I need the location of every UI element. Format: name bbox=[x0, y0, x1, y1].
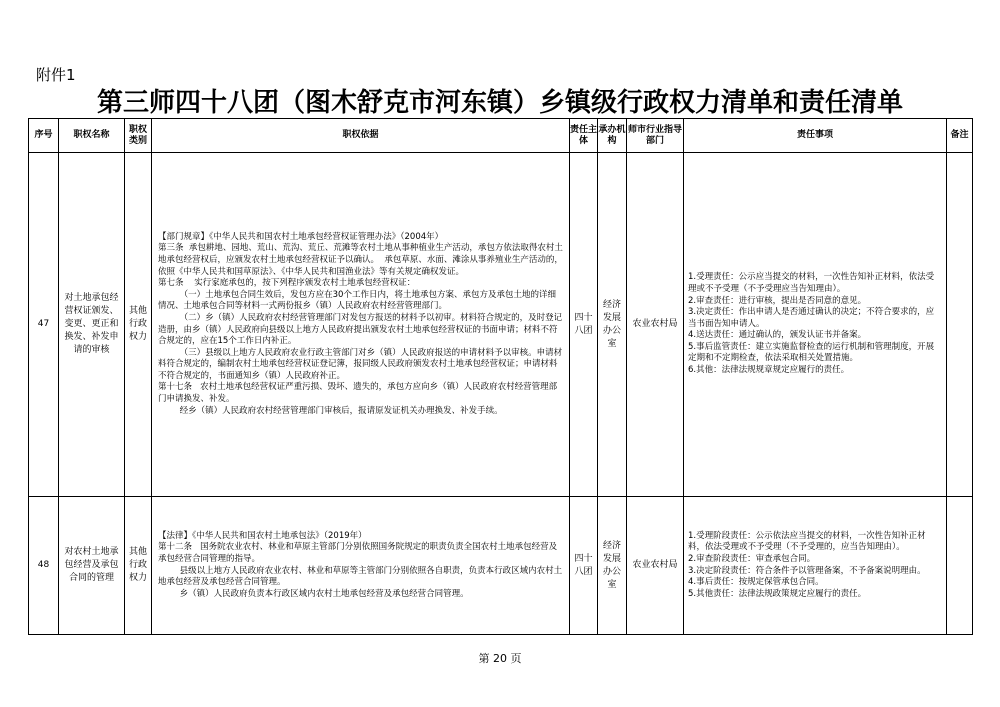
header-basis: 职权依据 bbox=[152, 119, 570, 153]
row-basis bbox=[152, 153, 570, 497]
row-guide-dept: 农业农村局 bbox=[627, 153, 684, 497]
basis-line: 【部门规章】《中华人民共和国农村土地承包经营权证管理办法》（2004年） bbox=[158, 231, 444, 242]
basis-line: 乡（镇）人民政府负责本行政区域内农村土地承包经营及承包经营合同管理。 bbox=[158, 588, 469, 599]
row-power-name: 对土地承包经营权证颁发、变更、更正和换发、补发申请的审核 bbox=[59, 153, 125, 497]
header-seq: 序号 bbox=[29, 119, 59, 153]
resp-line: 1.受理责任：公示应当提交的材料，一次性告知补正材料，依法受理或不予受理（不予受理应当告知理由）。 bbox=[688, 272, 935, 294]
header-resp: 责任事项 bbox=[684, 119, 947, 153]
row-seq: 48 bbox=[29, 497, 59, 635]
row-org: 经济发展办公室 bbox=[598, 497, 627, 635]
header-power-type: 职权类别 bbox=[125, 119, 152, 153]
header-remark: 备注 bbox=[947, 119, 973, 153]
power-responsibility-table bbox=[28, 118, 973, 635]
basis-line: 第七条 实行家庭承包的，按下列程序颁发农村土地承包经营权证： bbox=[158, 278, 416, 289]
basis-line: 县级以上地方人民政府农业农村、林业和草原等主管部门分别依照各自职责，负责本行政区域内农村土地承包经营及承包经营合同管理。 bbox=[158, 565, 563, 588]
basis-line: （三）县级以上地方人民政府农业行政主管部门对乡（镇）人民政府报送的申请材料予以审核。申请材料符合规定的，编制农村土地承包经营权证登记簿，报同级人民政府颁发农村土地承包经营权证；申请材料不符合规定的，书面通知乡（镇）人民政府补正。 bbox=[158, 347, 563, 381]
resp-line: 3.决定责任：作出申请人是否通过确认的决定；不符合要求的，应当书面告知申请人。 bbox=[688, 307, 935, 329]
row-seq: 47 bbox=[29, 153, 59, 497]
basis-line: 第十七条 农村土地承包经营权证严重污损、毁坏、遗失的，承包方应向乡（镇）人民政府农村经营管理部门申请换发、补发。 bbox=[158, 382, 558, 405]
basis-line: 第三条 承包耕地、园地、荒山、荒沟、荒丘、荒滩等农村土地从事种植业生产活动，承包方依法取得农村土地承包经营权后，应颁发农村土地承包经营权证予以确认。 承包草原、水面、滩涂从事养殖业生产活动的，依照《中华人民共和国草原法》、《中华人民共和国渔业法》等有关规定确权发证。 bbox=[158, 243, 563, 277]
basis-line: 经乡（镇）人民政府农村经营管理部门审核后，报请原发证机关办理换发、补发手续。 bbox=[158, 405, 503, 416]
basis-line: 第十二条 国务院农业农村、林业和草原主管部门分别依照国务院规定的职责负责全国农村土地承包经营及承包经营合同管理的指导。 bbox=[158, 542, 558, 564]
resp-line: 4.事后责任：按规定保管承包合同。 bbox=[688, 577, 824, 588]
table-header-row bbox=[29, 119, 973, 153]
table-row bbox=[29, 153, 973, 497]
resp-line: 6.其他：法律法规规章规定应履行的责任。 bbox=[688, 365, 850, 376]
row-subject: 四十八团 bbox=[570, 497, 598, 635]
resp-line: 5.事后监管责任：建立实施监督检查的运行机制和管理制度，开展定期和不定期检查，依法采取相关处置措施。 bbox=[688, 341, 935, 364]
row-remark bbox=[947, 153, 973, 497]
basis-line: 【法律】《中华人民共和国农村土地承包法》（2019年） bbox=[158, 530, 367, 541]
row-resp bbox=[684, 497, 947, 635]
header-guide-dept: 师市行业指导部门 bbox=[627, 119, 684, 153]
resp-line: 5.其他责任：法律法规政策规定应履行的责任。 bbox=[688, 588, 867, 599]
table-row bbox=[29, 497, 973, 635]
row-resp bbox=[684, 153, 947, 497]
basis-line: （一）土地承包合同生效后，发包方应在30个工作日内，将土地承包方案、承包方及承包土地的详细情况、土地承包合同等材料一式两份报乡（镇）人民政府农村经营管理部门。 bbox=[158, 289, 556, 312]
resp-line: 1.受理阶段责任：公示依法应当提交的材料，一次性告知补正材料，依法受理或不予受理（不予受理的，应当告知理由）。 bbox=[688, 530, 926, 553]
page-number: 第 20 页 bbox=[478, 652, 522, 665]
page-title: 第三师四十八团（图木舒克市河东镇）乡镇级行政权力清单和责任清单 bbox=[96, 88, 903, 118]
header-org: 承办机构 bbox=[598, 119, 627, 153]
row-power-type: 其他行政权力 bbox=[125, 497, 152, 635]
row-org: 经济发展办公室 bbox=[598, 153, 627, 497]
header-power-name: 职权名称 bbox=[59, 119, 125, 153]
resp-line: 2.审查责任：进行审核，提出是否同意的意见。 bbox=[688, 295, 867, 306]
row-power-type: 其他行政权力 bbox=[125, 153, 152, 497]
resp-line: 3.决定阶段责任：符合条件予以管理备案，不予备案说明理由。 bbox=[688, 565, 926, 576]
resp-line: 2.审查阶段责任：审查承包合同。 bbox=[688, 553, 816, 564]
row-power-name: 对农村土地承包经营及承包合同的管理 bbox=[59, 497, 125, 635]
basis-line: （二）乡（镇）人民政府农村经营管理部门对发包方报送的材料予以初审。材料符合规定的，及时登记造册，由乡（镇）人民政府向县级以上地方人民政府提出颁发农村土地承包经营权证的书面申请；材料不符合规定的，应在15个工作日内补正。 bbox=[158, 312, 563, 347]
row-basis bbox=[152, 497, 570, 635]
row-guide-dept: 农业农村局 bbox=[627, 497, 684, 635]
attachment-label: 附件1 bbox=[36, 66, 76, 84]
resp-line: 4.送达责任：通过确认的，颁发认证书并备案。 bbox=[688, 330, 867, 341]
header-subject: 责任主体 bbox=[570, 119, 598, 153]
row-subject: 四十八团 bbox=[570, 153, 598, 497]
row-remark bbox=[947, 497, 973, 635]
